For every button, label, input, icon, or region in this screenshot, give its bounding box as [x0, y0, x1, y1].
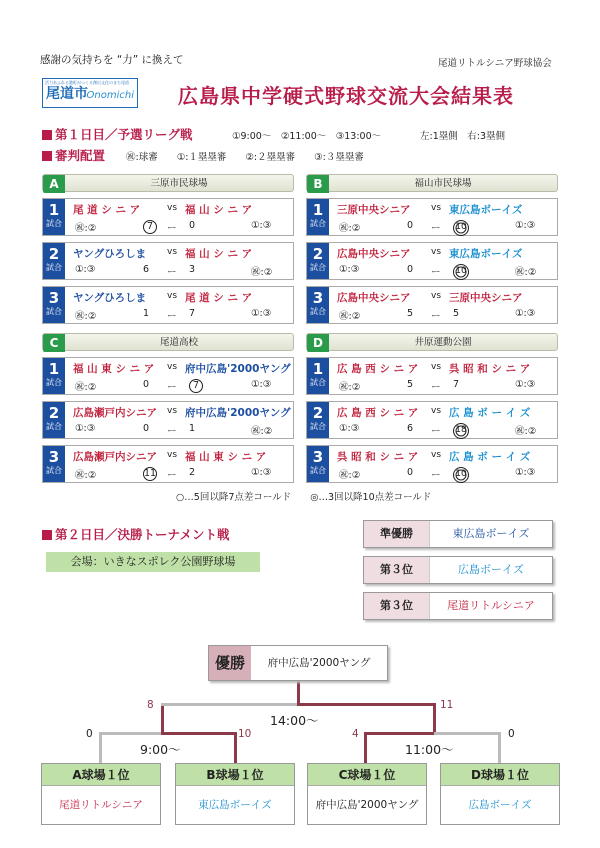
home-score: 5 [407, 308, 414, 319]
home-team: 広島中央シニア [337, 292, 411, 304]
away-umpire: ㊗:② [251, 426, 273, 437]
home-score: 0 [407, 264, 414, 275]
away-team: 広 島 ボ ー イ ズ [449, 451, 531, 463]
venue-bar [42, 174, 294, 192]
away-score [453, 220, 469, 236]
bracket-line [433, 703, 436, 733]
match-card [306, 401, 558, 439]
match-card [306, 198, 558, 236]
score-dash: ー [431, 470, 441, 481]
rank-team: 広島ボーイズ [458, 563, 524, 576]
home-team: 三原中央シニア [337, 204, 411, 216]
away-team: 府中広島'2000ヤング [185, 363, 291, 375]
vs-label: vs [431, 450, 442, 460]
away-umpire: ①:③ [251, 467, 272, 478]
match-card [42, 198, 294, 236]
vs-label: vs [167, 362, 178, 372]
score-dash: ー [167, 470, 177, 481]
home-score: 0 [407, 220, 414, 231]
away-umpire: ①:③ [515, 379, 536, 390]
away-score [189, 379, 203, 393]
bracket-seed [175, 763, 295, 825]
rank-team: 東広島ボーイズ [452, 527, 530, 540]
vs-label: vs [167, 406, 178, 416]
score-mark: 10 [453, 264, 469, 280]
semi1-score-left: 0 [86, 728, 93, 740]
away-score: 7 [189, 308, 196, 319]
match-number-value: 2 [312, 245, 324, 263]
home-team: 広島瀬戸内シニア [73, 451, 157, 463]
seed-label: A球場１位 [42, 764, 160, 786]
score-dash: ー [431, 267, 441, 278]
away-score: 7 [453, 379, 460, 390]
semi2-time: 11:00～ [405, 742, 454, 757]
away-umpire: ㊗:② [515, 267, 537, 278]
score-dash: ー [167, 311, 177, 322]
home-team: ヤングひろしま [73, 248, 147, 260]
rank-label: 準優勝 [364, 521, 430, 547]
vs-label: vs [167, 291, 178, 301]
match-number [43, 358, 65, 394]
home-team: 尾 道 シ ニ ア [73, 204, 141, 216]
away-umpire: ①:③ [251, 220, 272, 231]
rank-label: 第３位 [364, 557, 430, 583]
venue-letter: B [307, 175, 329, 193]
vs-label: vs [431, 203, 442, 213]
day2-venue: 会場：いきなスポレク公園野球場 [46, 552, 260, 572]
home-umpire: ㊗:② [75, 382, 97, 393]
away-score: 3 [189, 264, 196, 275]
away-team: 福 山 シ ニ ア [185, 204, 253, 216]
home-team: 福 山 東 シ ニ ア [73, 363, 155, 375]
bracket-line [364, 732, 436, 735]
away-team: 東広島ボーイズ [449, 248, 523, 260]
association-name: 尾道リトルシニア野球協会 [438, 58, 552, 69]
home-score: 0 [143, 423, 150, 434]
home-team: 呉 昭 和 シ ニ ア [337, 451, 419, 463]
match-number-value: 2 [48, 245, 60, 263]
score-mark: 7 [189, 379, 203, 393]
home-umpire: ㊗:② [75, 223, 97, 234]
venue-name: 三原市民球場 [150, 178, 208, 189]
venue-letter: C [43, 334, 65, 352]
final-score-left: 8 [147, 699, 154, 711]
match-card [42, 445, 294, 483]
champion-team: 府中広島'2000ヤング [267, 657, 371, 669]
match-card [42, 242, 294, 280]
away-team: 福 山 東 シ ニ ア [185, 451, 267, 463]
match-card [42, 401, 294, 439]
logo-tagline: 活力あふれる港町がつくる創出文化のまち尾道 [45, 80, 129, 85]
seed-team: 尾道リトルシニア [59, 799, 143, 811]
match-label: 試合 [310, 263, 326, 272]
home-umpire: ㊗:② [339, 311, 361, 322]
called-game-legend: ○…5回以降7点差コールド ◎…3回以降10点差コールド [176, 492, 432, 503]
final-score-right: 11 [440, 699, 454, 711]
slogan: 感謝の気持ちを “力” に換えて [40, 54, 184, 66]
semi2-score-left: 4 [352, 728, 359, 740]
match-label: 試合 [310, 378, 326, 387]
champion-label: 優勝 [209, 646, 251, 680]
away-score [453, 264, 469, 280]
match-number-value: 2 [312, 404, 324, 422]
venue-bar [42, 333, 294, 351]
match-number [307, 243, 329, 279]
bracket-line [434, 732, 500, 735]
match-card [306, 242, 558, 280]
day1-sides: 左:1塁側 右:3塁側 [420, 131, 505, 142]
home-umpire: ①:③ [75, 264, 96, 275]
venue-name: 福山市民球場 [414, 178, 472, 189]
score-mark: 10 [453, 467, 469, 483]
champion-box [208, 645, 388, 681]
bracket-line [162, 703, 300, 706]
match-number-value: 3 [312, 289, 324, 307]
home-score: 0 [143, 379, 150, 390]
home-umpire: ㊗:② [339, 382, 361, 393]
home-score: 5 [407, 379, 414, 390]
away-team: 呉 昭 和 シ ニ ア [449, 363, 531, 375]
rank-row [363, 592, 553, 620]
match-number [307, 358, 329, 394]
rank-team: 尾道リトルシニア [447, 599, 535, 612]
day1-heading: 第１日目／予選リーグ戦 [42, 125, 193, 143]
away-team: 広 島 ボ ー イ ズ [449, 407, 531, 419]
score-dash: ー [431, 426, 441, 437]
match-label: 試合 [310, 422, 326, 431]
semi1-time: 9:00～ [140, 742, 181, 757]
home-score [143, 220, 157, 234]
home-umpire: ㊗:② [339, 223, 361, 234]
home-umpire: ①:③ [339, 423, 360, 434]
rank-label: 第３位 [364, 593, 430, 619]
match-number-value: 1 [48, 360, 60, 378]
match-label: 試合 [310, 307, 326, 316]
rank-row [363, 520, 553, 548]
seed-label: D球場１位 [441, 764, 559, 786]
rank-row [363, 556, 553, 584]
home-score: 1 [143, 308, 150, 319]
away-score [453, 467, 469, 483]
home-score: 6 [143, 264, 150, 275]
day2-heading: 第２日目／決勝トーナメント戦 [42, 525, 230, 543]
away-team: 府中広島'2000ヤング [185, 407, 291, 419]
away-umpire: ㊗:② [251, 267, 273, 278]
vs-label: vs [431, 362, 442, 372]
square-bullet-icon [42, 130, 52, 140]
match-number [43, 402, 65, 438]
match-label: 試合 [46, 307, 62, 316]
match-number-value: 1 [312, 360, 324, 378]
bracket-line [99, 732, 163, 735]
score-dash: ー [431, 223, 441, 234]
venue-bar [306, 333, 558, 351]
away-umpire: ㊗:② [515, 426, 537, 437]
score-dash: ー [167, 426, 177, 437]
match-card [306, 445, 558, 483]
away-team: 尾 道 シ ニ ア [185, 292, 253, 304]
match-label: 試合 [46, 263, 62, 272]
seed-team: 府中広島'2000ヤング [315, 799, 419, 811]
score-dash: ー [431, 311, 441, 322]
match-card [306, 357, 558, 395]
bracket-line [364, 732, 367, 763]
seed-team: 広島ボーイズ [468, 799, 532, 811]
bracket-line [161, 706, 164, 734]
home-team: 広 島 西 シ ニ ア [337, 363, 419, 375]
square-bullet-icon [42, 151, 52, 161]
logo-main: 尾道市 [46, 86, 88, 102]
match-label: 試合 [46, 378, 62, 387]
away-score: 5 [453, 308, 460, 319]
away-umpire: ①:③ [515, 220, 536, 231]
vs-label: vs [167, 247, 178, 257]
home-team: ヤングひろしま [73, 292, 147, 304]
seed-label: B球場１位 [176, 764, 294, 786]
semi2-score-right: 0 [508, 728, 515, 740]
home-umpire: ㊗:② [339, 470, 361, 481]
score-dash: ー [431, 382, 441, 393]
match-number-value: 3 [48, 448, 60, 466]
bracket-seed [307, 763, 427, 825]
score-mark: 18 [453, 423, 469, 439]
match-number [307, 402, 329, 438]
away-team: 東広島ボーイズ [449, 204, 523, 216]
bracket-line [234, 732, 237, 763]
logo-sub: Onomichi [86, 90, 134, 101]
match-number-value: 2 [48, 404, 60, 422]
bracket-seed [440, 763, 560, 825]
home-score [143, 467, 157, 481]
home-umpire: ㊗:② [75, 470, 97, 481]
match-number-value: 3 [48, 289, 60, 307]
onomichi-logo [42, 78, 138, 108]
venue-letter: D [307, 334, 329, 352]
score-dash: ー [167, 267, 177, 278]
umpire-heading: 審判配置 [42, 146, 105, 164]
away-score [453, 423, 469, 439]
venue-letter: A [43, 175, 65, 193]
match-number-value: 3 [312, 448, 324, 466]
square-bullet-icon [42, 530, 52, 540]
score-dash: ー [167, 382, 177, 393]
match-number [307, 199, 329, 235]
bracket-line [297, 703, 436, 706]
home-team: 広島中央シニア [337, 248, 411, 260]
match-card [42, 357, 294, 395]
away-umpire: ①:③ [515, 467, 536, 478]
match-card [42, 286, 294, 324]
vs-label: vs [431, 291, 442, 301]
bracket-line [99, 732, 102, 763]
home-umpire: ①:③ [75, 423, 96, 434]
home-umpire: ㊗:② [75, 311, 97, 322]
match-number [43, 243, 65, 279]
score-mark: 7 [143, 220, 157, 234]
away-team: 福 山 シ ニ ア [185, 248, 253, 260]
score-dash: ー [167, 223, 177, 234]
vs-label: vs [431, 406, 442, 416]
match-number [307, 446, 329, 482]
home-score: 0 [407, 467, 414, 478]
semi1-score-right: 10 [238, 728, 252, 740]
day1-times: ①9:00～ ②11:00～ ③13:00～ [232, 131, 382, 142]
match-number-value: 1 [312, 201, 324, 219]
venue-bar [306, 174, 558, 192]
away-umpire: ①:③ [251, 379, 272, 390]
away-umpire: ①:③ [515, 308, 536, 319]
seed-team: 東広島ボーイズ [198, 799, 272, 811]
venue-name: 尾道高校 [159, 337, 198, 348]
home-umpire: ①:③ [339, 264, 360, 275]
seed-label: C球場１位 [308, 764, 426, 786]
match-number [43, 287, 65, 323]
vs-label: vs [431, 247, 442, 257]
match-label: 試合 [310, 219, 326, 228]
venue-name: 井原運動公園 [414, 337, 472, 348]
bracket-seed [41, 763, 161, 825]
match-label: 試合 [46, 219, 62, 228]
away-score: 2 [189, 467, 196, 478]
final-time: 14:00～ [270, 713, 319, 728]
away-team: 三原中央シニア [449, 292, 523, 304]
vs-label: vs [167, 450, 178, 460]
home-score: 6 [407, 423, 414, 434]
match-number [43, 446, 65, 482]
bracket-line [161, 732, 237, 735]
match-card [306, 286, 558, 324]
home-team: 広島瀬戸内シニア [73, 407, 157, 419]
page-title: 広島県中学硬式野球交流大会結果表 [178, 84, 514, 108]
away-umpire: ①:③ [251, 308, 272, 319]
away-score: 0 [189, 220, 196, 231]
umpire-note: ㊗:球審 ①:１塁塁審 ②:２塁塁審 ③:３塁塁審 [126, 152, 364, 163]
match-number [43, 199, 65, 235]
bracket-line [498, 732, 501, 763]
score-mark: 11 [144, 468, 157, 479]
home-team: 広 島 西 シ ニ ア [337, 407, 419, 419]
match-number-value: 1 [48, 201, 60, 219]
score-mark: 10 [453, 220, 469, 236]
away-score: 1 [189, 423, 196, 434]
match-label: 試合 [310, 466, 326, 475]
vs-label: vs [167, 203, 178, 213]
match-label: 試合 [46, 466, 62, 475]
match-label: 試合 [46, 422, 62, 431]
match-number [307, 287, 329, 323]
